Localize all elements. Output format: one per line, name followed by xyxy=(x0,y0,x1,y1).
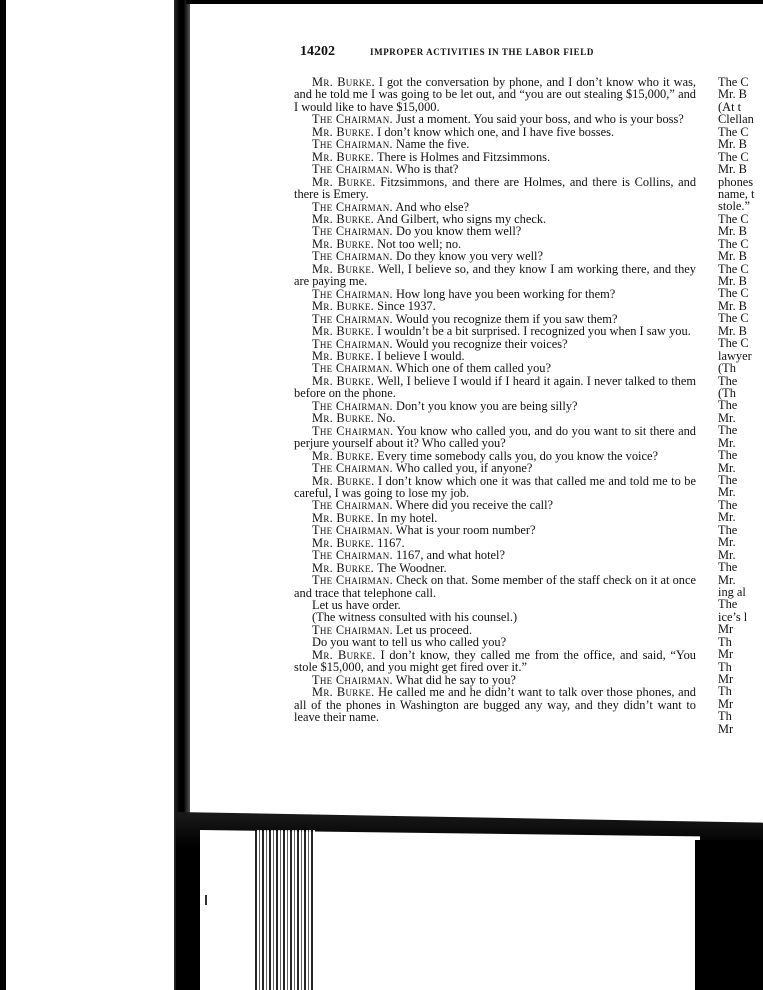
scan-bottom-right xyxy=(695,840,763,990)
fragment-line: The xyxy=(718,473,738,487)
fragment-line: Mr. xyxy=(718,510,736,525)
fragment-line: Mr. B xyxy=(718,87,747,102)
speech-text: Who called you, if anyone? xyxy=(392,461,533,476)
speaker-name: The Chairman. xyxy=(312,286,393,301)
speaker-name: Mr. Burke. xyxy=(312,75,375,89)
fragment-line: Mr. B xyxy=(718,323,747,338)
speech-text: Every time somebody calls you, do you know the voice? xyxy=(374,448,658,463)
speaker-name: The Chairman. xyxy=(312,199,393,214)
speaker-name: Mr. Burke. xyxy=(312,174,376,189)
speech-text: 1167. xyxy=(374,535,405,550)
scan-left-edge xyxy=(0,0,6,990)
scan-mark xyxy=(205,895,207,905)
speech-text: The Woodner. xyxy=(374,560,447,575)
fragment-line: The xyxy=(718,560,738,575)
speaker-name: Mr. Burke. xyxy=(312,560,375,575)
transcript-column xyxy=(294,76,696,724)
speech-text: Do they know you very well? xyxy=(392,249,543,264)
speaker-name: Mr. Burke. xyxy=(312,124,375,139)
fragment-line: The C xyxy=(718,311,749,326)
scan-top-edge xyxy=(186,0,763,4)
speaker-name: The Chairman. xyxy=(312,224,393,239)
speech-text: What is your room number? xyxy=(392,523,536,538)
fragment-line: Th xyxy=(718,684,732,699)
speaker-name: The Chairman. xyxy=(312,311,393,326)
fragment-line: Mr. xyxy=(718,410,736,425)
speech-text: Let us have order. xyxy=(312,598,401,613)
speaker-name: The Chairman. xyxy=(312,461,393,476)
speech-text: Would you recognize them if you saw them? xyxy=(392,311,618,326)
speaker-name: The Chairman. xyxy=(312,249,393,264)
speech-text: Where did you receive the call? xyxy=(392,498,554,513)
fragment-line: Mr xyxy=(718,622,734,637)
fragment-line: The C xyxy=(718,236,749,251)
fragment-line: The C xyxy=(718,261,749,276)
speaker-name: The Chairman. xyxy=(312,361,393,376)
fragment-line: Clellan xyxy=(718,112,754,127)
transcript-paragraph xyxy=(294,574,696,599)
speech-text: Who is that? xyxy=(392,162,459,177)
fragment-line: (Th xyxy=(718,361,736,376)
fragment-line: Mr xyxy=(718,721,734,736)
transcript-paragraph xyxy=(294,686,696,723)
speaker-name: Mr. Burke. xyxy=(312,236,375,251)
speaker-name: The Chairman. xyxy=(312,112,393,127)
page-header xyxy=(300,44,720,66)
speaker-name: Mr. Burke. xyxy=(312,411,375,426)
speaker-name: The Chairman. xyxy=(312,622,393,637)
transcript-paragraph xyxy=(294,375,696,400)
speaker-name: Mr. Burke. xyxy=(312,324,375,339)
speaker-name: Mr. Burke. xyxy=(312,348,375,363)
speaker-name: The Chairman. xyxy=(312,573,393,588)
fragment-line: The xyxy=(718,448,738,463)
fragment-line: The C xyxy=(718,286,749,301)
speaker-name: The Chairman. xyxy=(312,423,394,438)
speaker-name: Mr. Burke. xyxy=(312,473,375,488)
fragment-line: Mr xyxy=(718,696,734,711)
fragment-line: The xyxy=(718,497,738,512)
fragment-line: The C xyxy=(718,149,749,164)
speech-text: 1167, and what hotel? xyxy=(392,548,505,563)
fragment-line: Mr. B xyxy=(718,137,747,152)
speaker-name: The Chairman. xyxy=(312,498,393,513)
speaker-name: Mr. Burke. xyxy=(312,211,375,226)
speech-text: Check on that. Some member of the staff check on it at once and trace that telephone call. xyxy=(294,573,696,600)
transcript-paragraph xyxy=(294,176,696,201)
fragment-line: Mr. xyxy=(718,572,736,587)
speech-text: You know who called you, and do you want to sit there and perjure yourself about it? Who called you? xyxy=(294,423,696,451)
fragment-line: Mr. xyxy=(718,547,736,562)
fragment-line: The xyxy=(718,423,738,438)
running-head: IMPROPER ACTIVITIES IN THE LABOR FIELD xyxy=(370,47,594,57)
speaker-name: The Chairman. xyxy=(312,336,393,351)
speech-text: Well, I believe I would if I heard it again. I never talked to them before on the phone. xyxy=(294,373,696,401)
speech-text: I believe I would. xyxy=(374,348,465,363)
fragment-line: ice’s l xyxy=(718,609,748,624)
fragment-line: (At t xyxy=(718,99,742,114)
speech-text: He called me and he didn’t want to talk over those phones, and all of the phones in Washington are bugged any way, and they didn’t want to leave their name. xyxy=(294,685,696,725)
fragment-line: The xyxy=(718,522,738,537)
speech-text: Well, I believe so, and they know I am working there, and they are paying me. xyxy=(294,261,697,289)
speaker-name: The Chairman. xyxy=(312,523,393,538)
fragment-line: lawyer xyxy=(718,348,752,363)
speaker-name: The Chairman. xyxy=(312,162,393,177)
speaker-name: Mr. Burke. xyxy=(312,535,375,550)
fragment-line: The C xyxy=(718,76,749,89)
speaker-name: Mr. Burke. xyxy=(312,149,375,164)
fragment-line: (Th xyxy=(718,385,736,400)
speaker-name: Mr. Burke. xyxy=(312,647,376,662)
fragment-line: name, t xyxy=(718,186,755,201)
transcript-paragraph xyxy=(294,649,696,674)
fragment-line: ing al xyxy=(718,584,746,599)
transcript-paragraph xyxy=(294,76,696,113)
fragment-line: Mr. B xyxy=(718,249,747,264)
speech-text: Let us proceed. xyxy=(392,622,473,637)
fragment-line: The C xyxy=(718,124,749,139)
fragment-line: Mr. xyxy=(718,435,736,450)
transcript-paragraph xyxy=(294,425,696,450)
fragment-line: The C xyxy=(718,211,749,226)
fragment-line: The xyxy=(718,597,738,612)
speech-text: Since 1937. xyxy=(374,299,436,314)
speech-text: Which one of them called you? xyxy=(392,361,551,376)
fragment-line: Mr. B xyxy=(718,274,747,288)
transcript-paragraph xyxy=(294,263,696,288)
fragment-line: Th xyxy=(718,634,732,649)
speech-text: I don’t know which one it was that called me and told me to be careful, I was going to lose my job. xyxy=(294,473,696,500)
speech-text: And who else? xyxy=(392,199,469,214)
speech-text: Do you want to tell us who called you? xyxy=(312,635,507,650)
speech-text: (The witness consulted with his counsel.) xyxy=(312,610,518,625)
speaker-name: Mr. Burke. xyxy=(312,261,375,276)
speaker-name: Mr. Burke. xyxy=(312,448,375,463)
facing-page-fragments xyxy=(718,76,763,735)
speech-text: I wouldn’t be a bit surprised. I recognized you when I saw you. xyxy=(374,324,691,339)
fragment-line: Mr xyxy=(718,647,734,662)
speaker-name: Mr. Burke. xyxy=(312,685,375,700)
speech-text: How long have you been working for them? xyxy=(392,286,616,301)
fragment-line: Mr. B xyxy=(718,162,747,177)
speaker-name: The Chairman. xyxy=(312,137,393,152)
fragment-line: Mr. B xyxy=(718,224,747,239)
speech-text: Name the five. xyxy=(392,137,470,152)
fragment-line: stole.” xyxy=(718,199,750,214)
speaker-name: The Chairman. xyxy=(312,672,393,687)
transcript-paragraph xyxy=(294,475,696,500)
speech-text: Just a moment. You said your boss, and who is your boss? xyxy=(392,112,684,127)
speech-text: I got the conversation by phone, and I don’t know who it was, and he told me I was going to be let out, and “you are out stealing $15,000,” and I would like to have $15,000. xyxy=(294,75,696,114)
fragment-line: phones xyxy=(718,174,754,189)
fragment-line: Mr. xyxy=(718,485,736,500)
speaker-name: Mr. Burke. xyxy=(312,510,375,525)
speech-text: I don’t know which one, and I have five bosses. xyxy=(374,124,615,139)
fragment-line: Mr. xyxy=(718,460,736,475)
speech-text: Fitzsimmons, and there are Holmes, and there is Collins, and there is Emery. xyxy=(294,174,697,202)
fragment-line: Th xyxy=(718,709,732,724)
scan-bottom-stripes xyxy=(255,830,315,990)
speech-text: Not too well; no. xyxy=(374,236,462,251)
fragment-line: Mr. B xyxy=(718,298,747,313)
speech-text: I don’t know, they called me from the office, and said, “You stole $15,000, and you might get fired over it.” xyxy=(294,647,696,675)
speech-text: No. xyxy=(374,411,396,426)
speaker-name: Mr. Burke. xyxy=(312,373,375,388)
speaker-name: The Chairman. xyxy=(312,398,393,413)
speech-text: There is Holmes and Fitzsimmons. xyxy=(374,149,551,164)
speech-text: And Gilbert, who signs my check. xyxy=(374,211,547,226)
speaker-name: The Chairman. xyxy=(312,548,393,563)
fragment-line: Mr xyxy=(718,672,734,686)
speaker-name: Mr. Burke. xyxy=(312,299,375,314)
speech-text: In my hotel. xyxy=(374,510,438,525)
speech-text: Don’t you know you are being silly? xyxy=(392,398,578,413)
fragment-line: Mr. xyxy=(718,535,736,550)
page-number: 14202 xyxy=(300,44,335,59)
speech-text: What did he say to you? xyxy=(392,672,516,687)
speech-text: Do you know them well? xyxy=(392,224,522,239)
fragment-line: The C xyxy=(718,336,749,351)
fragment-line: Th xyxy=(718,659,732,674)
fragment-line: The xyxy=(718,398,738,413)
speech-text: Would you recognize their voices? xyxy=(392,336,568,351)
fragment-line: The xyxy=(718,373,738,388)
